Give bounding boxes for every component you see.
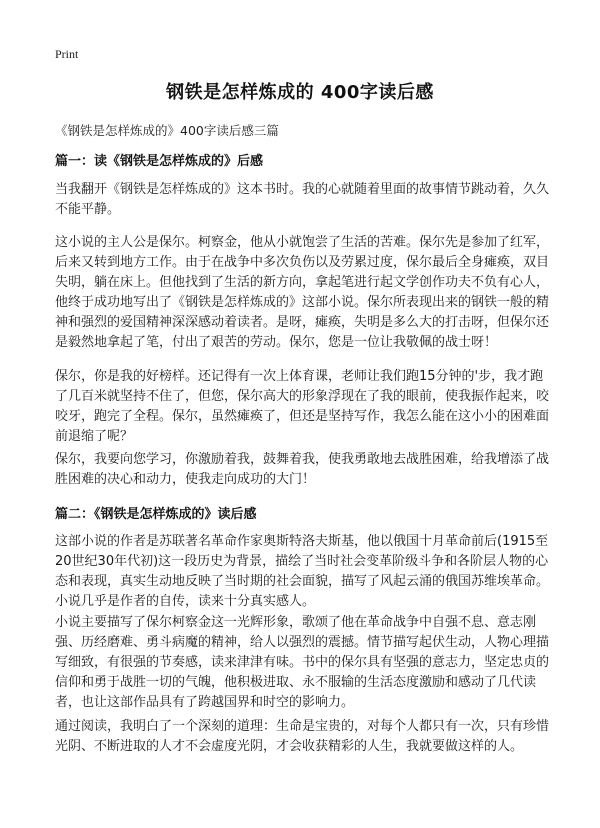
section-2-paragraph-2: 小说主要描写了保尔柯察金这一光辉形象，歌颂了他在革命战争中自强不息、意志刚强、历经磨难、勇斗病魔的精神，给人以强烈的震撼。情节描写起伏生动，人物心理描写细致，有很强的节奏感，读来津津有味。书中的保尔具有坚强的意志力，坚定忠贞的信仰和勇于战胜一切的气魄，他积极进取、永不服输的生活态度激励和感动了几代读者，也让这部作品具有了跨越国界和时空的影响力。: [55, 615, 550, 710]
section-1-paragraph-2: 这小说的主人公是保尔。柯察金，他从小就饱尝了生活的苦难。保尔先是参加了红军，后来又转到地方工作。由于在战争中多次负伤以及劳累过度，保尔最后全身瘫痪，双目失明，躺在床上。但他找到了生活的新方向，拿起笔进行起文学创作功夫不负有心人，他终于成功地写出了《钢铁是怎样炼成的》这部小说。保尔所表现出来的钢铁一般的精神和强烈的爱国精神深深感动着读者。是呀，瘫痪，失明是多么大的打击呀，但保尔还是毅然地拿起了笔，付出了艰苦的劳动。保尔，您是一位让我敬佩的战士呀！: [55, 235, 550, 350]
section-1-paragraph-4: 保尔，我要向您学习，你激励着我，鼓舞着我，使我勇敢地去战胜困难，给我增添了战胜困难的决心和动力，使我走向成功的大门！: [55, 452, 550, 487]
document-subtitle: 《钢铁是怎样炼成的》400字读后感三篇: [55, 123, 279, 138]
print-link[interactable]: Print: [55, 47, 79, 61]
section-2-paragraph-3: 通过阅读，我明白了一个深刻的道理：生命是宝贵的，对每个人都只有一次，只有珍惜光阴、不断进取的人才不会虚度光阴，才会收获精彩的人生，我就要做这样的人。: [55, 719, 550, 754]
section-2-paragraph-1: 这部小说的作者是苏联著名革命作家奥斯特洛夫斯基，他以俄国十月革命前后(1915至20世纪30年代初)这一段历史为背景，描绘了当时社会变革阶级斗争和各阶层人物的心态和表现，真实生动地反映了当时期的社会面貌，描写了风起云涌的俄国苏维埃革命。小说几乎是作者的自传，读来十分真实感人。: [55, 534, 550, 609]
page-title: 钢铁是怎样炼成的 400字读后感: [166, 82, 434, 103]
section-1-paragraph-3: 保尔，你是我的好榜样。还记得有一次上体育课，老师让我们跑15分钟的'步，我才跑了几百米就坚持不住了，但您，保尔高大的形象浮现在了我的眼前，使我振作起来，咬咬牙，跑完了全程。保尔，虽然瘫痪了，但还是坚持写作，我怎么能在这小小的困难面前退缩了呢？: [55, 369, 550, 444]
section-1-paragraph-1: 当我翻开《钢铁是怎样炼成的》这本书时。我的心就随着里面的故事情节跳动着，久久不能平静。: [55, 182, 550, 217]
section-heading-1: 篇一：读《钢铁是怎样炼成的》后感: [55, 154, 264, 169]
section-heading-2: 篇二：《钢铁是怎样炼成的》读后感: [55, 507, 257, 522]
